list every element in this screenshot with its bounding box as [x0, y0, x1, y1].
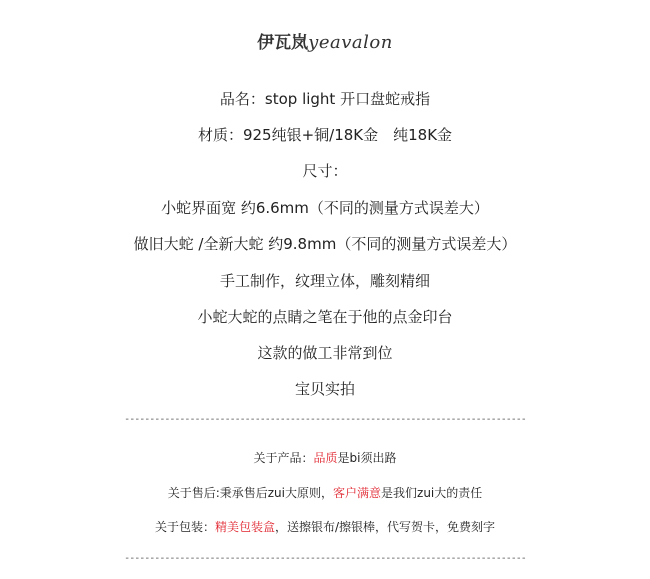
divider-top: -------------------------------------------------------------------------------- — [124, 414, 526, 425]
big-snake-size: 做旧大蛇 /全新大蛇 约9.8mm（不同的测量方式误差大） — [133, 235, 517, 253]
size-label: 尺寸： — [302, 162, 348, 180]
real-photo-note: 宝贝实拍 — [294, 380, 355, 398]
product-material: 材质：925纯银+铜/18K金 纯18K金 — [197, 126, 453, 144]
brand-name-en: yeavalon — [308, 32, 393, 53]
policy-aftersale-highlight: 客户满意 — [333, 486, 382, 500]
policy-packaging-prefix: 关于包装： — [154, 520, 215, 534]
divider-bottom: -------------------------------------------------------------------------------- — [124, 553, 526, 564]
policy-aftersale-suffix: 是我们zui大的责任 — [381, 486, 483, 500]
policy-packaging-highlight: 精美包装盒 — [214, 520, 275, 534]
policy-packaging — [0, 518, 650, 535]
policy-product — [0, 449, 650, 466]
highlight-note: 小蛇大蛇的点睛之笔在于他的点金印台 — [197, 308, 453, 326]
handmade-note: 手工制作，纹理立体，雕刻精细 — [219, 272, 430, 290]
workmanship-note: 这款的做工非常到位 — [257, 344, 393, 362]
small-snake-size: 小蛇界面宽 约6.6mm（不同的测量方式误差大） — [161, 199, 489, 217]
policy-product-prefix: 关于产品： — [253, 451, 314, 465]
policy-product-highlight: 品质 — [313, 451, 338, 465]
policy-packaging-suffix: ，送擦银布/擦银棒，代写贺卡，免费刻字 — [274, 520, 496, 534]
product-name: 品名：stop light 开口盘蛇戒指 — [219, 90, 431, 108]
policy-aftersale — [0, 484, 650, 501]
policy-aftersale-prefix: 关于售后:秉承售后zui大原则， — [167, 486, 334, 500]
brand-title — [0, 28, 650, 53]
brand-name-cn: 伊瓦岚 — [257, 33, 309, 53]
policy-product-suffix: 是bi须出路 — [337, 451, 397, 465]
